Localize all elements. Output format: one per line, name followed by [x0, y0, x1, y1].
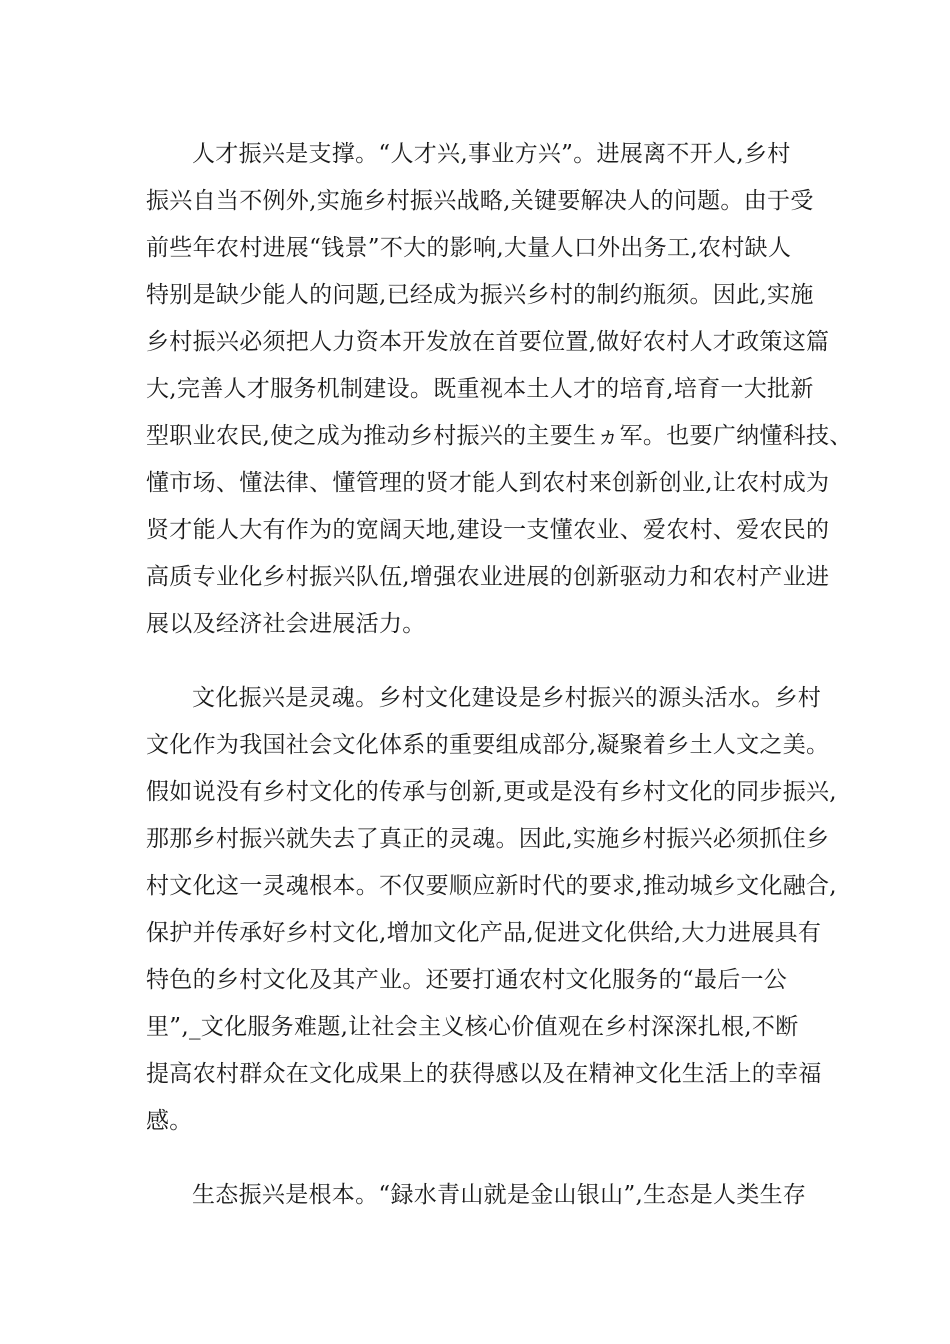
- paragraph-2-line-9: 提高农村群众在文化成果上的获得感以及在精神文化生活上的幸福: [146, 1061, 822, 1087]
- paragraph-1-line-5: 乡村振兴必须把人力资本开发放在首要位置,做好农村人才政策这篇: [146, 329, 830, 355]
- paragraph-2-line-8: 里”,_文化服务难题,让社会主义核心价值观在乡村深深扎根,不断: [146, 1014, 799, 1040]
- paragraph-1-line-7: 型职业农民,使之成为推动乡村振兴的主要生ヵ军。也要广纳懂科技、: [146, 423, 853, 449]
- paragraph-2-line-1: 文化振兴是灵魂。乡村文化建设是乡村振兴的源头活水。乡村: [192, 685, 822, 711]
- paragraph-2-line-4: 那那乡村振兴就失去了真正的灵魂。因此,实施乡村振兴必须抓住乡: [146, 826, 830, 852]
- paragraph-1-line-8: 懂市场、懂法律、懂管理的贤才能人到农村来创新创业,让农村成为: [146, 470, 830, 496]
- paragraph-1-line-1: 人才振兴是支撑。“人才兴,事业方兴”。进展离不开人,乡村: [192, 141, 791, 167]
- paragraph-3-line-1: 生态振兴是根本。“録水青山就是金山银山”,生态是人类生存: [192, 1182, 807, 1208]
- paragraph-1-line-4: 特别是缺少能人的问题,已经成为振兴乡村的制约瓶须。因此,实施: [146, 282, 814, 308]
- paragraph-2-line-3: 假如说没有乡村文化的传承与创新,更或是没有乡村文化的同步振兴,: [146, 779, 837, 805]
- paragraph-2-line-7: 特色的乡村文化及其产业。还要打通农村文化服务的“最后一公: [146, 967, 788, 993]
- paragraph-2-line-2: 文化作为我国社会文化体系的重要组成部分,凝聚着乡土人文之美。: [146, 732, 830, 758]
- paragraph-1-line-6: 大,完善人才服务机制建设。既重视本土人才的培育,培育一大批新: [146, 376, 814, 402]
- paragraph-2-line-5: 村文化这一灵魂根本。不仅要顺应新时代的要求,推动城乡文化融合,: [146, 873, 837, 899]
- paragraph-2-line-6: 保护并传承好乡村文化,增加文化产品,促进文化供给,大力进展具有: [146, 920, 822, 946]
- paragraph-1-line-10: 高质专业化乡村振兴队伍,增强农业进展的创新驱动力和农村产业进: [146, 564, 830, 590]
- paragraph-2-line-10: 感。: [146, 1108, 193, 1134]
- paragraph-1-line-9: 贤才能人大有作为的宽阔天地,建设一支懂农业、爱农村、爱农民的: [146, 517, 830, 543]
- paragraph-1-line-2: 振兴自当不例外,实施乡村振兴战略,关键要解决人的问题。由于受: [146, 188, 814, 214]
- paragraph-1-line-3: 前些年农村进展“钱景”不大的影响,大量人口外出务工,农村缺人: [146, 235, 792, 261]
- paragraph-1-line-11: 展以及经济社会进展活力。: [146, 611, 426, 637]
